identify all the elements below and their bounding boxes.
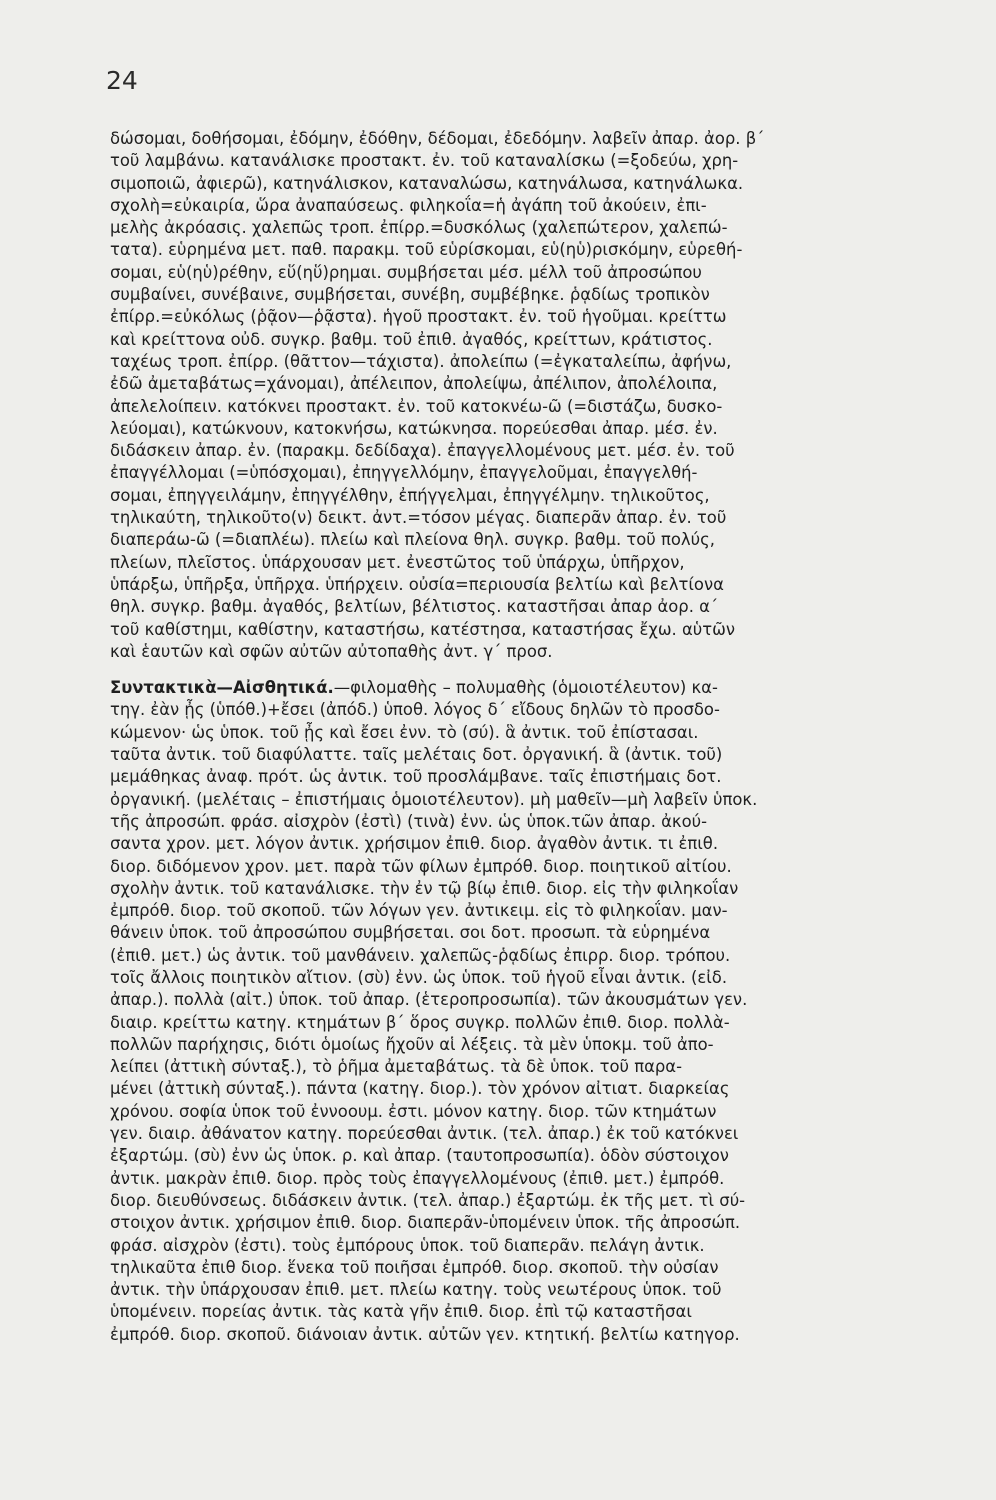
text-line: ἀπαρ.). πολλὰ (αἰτ.) ὑποκ. τοῦ ἀπαρ. (ἑτεροπροσωπία). τῶν ἀκουσμάτων γεν. <box>110 990 748 1010</box>
text-line: ἐξαρτώμ. (σὺ) ἐνν ὡς ὑποκ. ρ. καὶ ἀπαρ. (ταυτοπροσωπία). ὁδὸν σύστοιχον <box>110 1146 729 1166</box>
text-line: σαντα χρον. μετ. λόγον ἀντικ. χρήσιμον ἐπιθ. διορ. ἀγαθὸν ἀντικ. τι ἐπιθ. <box>110 834 719 854</box>
text-line: ἀντικ. μακρὰν ἐπιθ. διορ. πρὸς τοὺς ἐπαγγελλομένους (ἐπιθ. μετ.) ἐμπρόθ. <box>110 1168 725 1188</box>
section-syntax <box>110 677 944 1346</box>
section-heading: Συντακτικὰ—Αἰσθητικά. <box>110 678 334 698</box>
text-line: ἐμπρόθ. διορ. σκοποῦ. διάνοιαν ἀντικ. αὐτῶν γεν. κτητική. βελτίω κατηγορ. <box>110 1324 740 1344</box>
text-line: σομαι, ἐπηγγειλάμην, ἐπηγγέλθην, ἐπήγγελμαι, ἐπηγγέλμην. τηλικοῦτος, <box>110 485 710 505</box>
text-line: πλείων, πλεῖστος. ὑπάρχουσαν μετ. ἐνεστῶτος τοῦ ὑπάρχω, ὑπῆρχον, <box>110 552 685 572</box>
text-line: τηγ. ἐὰν ᾖς (ὑπόθ.)+ἔσει (ἀπόδ.) ὑποθ. λόγος δ΄ εἴδους δηλῶν τὸ προσδο- <box>110 700 720 720</box>
text-line: ὑπομένειν. πορείας ἀντικ. τὰς κατὰ γῆν ἐπιθ. διορ. ἐπὶ τῷ καταστῆσαι <box>110 1302 692 1322</box>
text-line: διορ. διευθύνσεως. διδάσκειν ἀντικ. (τελ. ἀπαρ.) ἐξαρτώμ. ἐκ τῆς μετ. τὶ σύ- <box>110 1190 746 1210</box>
text-line: διδάσκειν ἀπαρ. ἐν. (παρακμ. δεδίδαχα). ἐπαγγελλομένους μετ. μέσ. ἐν. τοῦ <box>110 441 735 461</box>
text-line: τοῦ καθίστημι, καθίστην, καταστήσω, κατέστησα, καταστήσας ἔχω. αὑτῶν <box>110 619 736 639</box>
text-line: ὀργανική. (μελέταις – ἐπιστήμαις ὁμοιοτέλευτον). μὴ μαθεῖν—μὴ λαβεῖν ὑποκ. <box>110 789 758 809</box>
text-line: δώσομαι, δοθήσομαι, ἐδόμην, ἐδόθην, δέδομαι, ἐδεδόμην. λαβεῖν ἀπαρ. ἀορ. β΄ <box>110 129 765 148</box>
text-line: μεμάθηκας ἀναφ. πρότ. ὡς ἀντικ. τοῦ προσλάμβανε. ταῖς ἐπιστήμαις δοτ. <box>110 767 722 787</box>
text-line: ἐδῶ ἀμεταβάτως=χάνομαι), ἀπέλειπον, ἀπολείψω, ἀπέλιπον, ἀπολέλοιπα, <box>110 374 718 394</box>
text-line <box>110 677 944 699</box>
text-line: σχολὴ=εὐκαιρία, ὥρα ἀναπαύσεως. φιληκοΐα=ἡ ἀγάπη τοῦ ἀκούειν, ἐπι- <box>110 195 707 215</box>
text-line: σομαι, εὑ(ηὑ)ρέθην, εὕ(ηὕ)ρημαι. συμβήσεται μέσ. μέλλ τοῦ ἀπροσώπου <box>110 262 702 282</box>
text-line: λείπει (ἀττικὴ σύνταξ.), τὸ ῥῆμα ἀμεταβάτως. τὰ δὲ ὑποκ. τοῦ παρα- <box>110 1057 683 1077</box>
text-line: κώμενον· ὡς ὑποκ. τοῦ ᾖς καὶ ἔσει ἐνν. τὸ (σύ). ἃ ἀντικ. τοῦ ἐπίστασαι. <box>110 722 699 742</box>
text-line: τοῦ λαμβάνω. κατανάλισκε προστακτ. ἐν. τοῦ καταναλίσκω (=ξοδεύω, χρη- <box>110 151 739 171</box>
text-line: τηλικαύτη, τηλικοῦτο(ν) δεικτ. ἀντ.=τόσον μέγας. διαπερᾶν ἀπαρ. ἐν. τοῦ <box>110 508 727 528</box>
text-line: θηλ. συγκρ. βαθμ. ἀγαθός, βελτίων, βέλτιστος. καταστῆσαι ἀπαρ ἀορ. α΄ <box>110 597 719 617</box>
text-line: μένει (ἀττικὴ σύνταξ.). πάντα (κατηγ. διορ.). τὸν χρόνον αἰτιατ. διαρκείας <box>110 1079 730 1099</box>
text-line: ταχέως τροπ. ἐπίρρ. (θᾶττον—τάχιστα). ἀπολείπω (=ἐγκαταλείπω, ἀφήνω, <box>110 351 732 371</box>
text-line: καὶ κρείττονα οὐδ. συγκρ. βαθμ. τοῦ ἐπιθ. ἀγαθός, κρείττων, κράτιστος. <box>110 329 713 349</box>
text-line: διαιρ. κρείττω κατηγ. κτημάτων β΄ ὅρος συγκρ. πολλῶν ἐπιθ. διορ. πολλὰ- <box>110 1012 730 1032</box>
heading-line-rest: —φιλομαθὴς – πολυμαθὴς (ὁμοιοτέλευτον) κα- <box>333 678 718 698</box>
text-line: διαπεράω-ῶ (=διαπλέω). πλείω καὶ πλείονα θηλ. συγκρ. βαθμ. τοῦ πολύς, <box>110 530 715 550</box>
text-line: γεν. διαιρ. ἀθάνατον κατηγ. πορεύεσθαι ἀντικ. (τελ. ἀπαρ.) ἐκ τοῦ κατόκνει <box>110 1124 739 1144</box>
text-line: θάνειν ὑποκ. τοῦ ἀπροσώπου συμβήσεται. σοι δοτ. προσωπ. τὰ εὑρημένα <box>110 923 711 943</box>
text-line: ἐπίρρ.=εὐκόλως (ῥᾷον—ῥᾷστα). ἡγοῦ προστακτ. ἐν. τοῦ ἡγοῦμαι. κρείττω <box>110 307 727 327</box>
text-line: σχολὴν ἀντικ. τοῦ κατανάλισκε. τὴν ἐν τῷ βίῳ ἐπιθ. διορ. εἰς τὴν φιληκοΐαν <box>110 878 739 898</box>
text-line: καὶ ἑαυτῶν καὶ σφῶν αὐτῶν αὐτοπαθὴς ἀντ. γ΄ προσ. <box>110 641 553 661</box>
text-line: φράσ. αἰσχρὸν (ἐστι). τοὺς ἐμπόρους ὑποκ. τοῦ διαπερᾶν. πελάγη ἀντικ. <box>110 1235 705 1255</box>
text-line: τοῖς ἄλλοις ποιητικὸν αἴτιον. (σὺ) ἐνν. ὡς ὑποκ. τοῦ ἡγοῦ εἶναι ἀντικ. (εἰδ. <box>110 967 728 987</box>
text-line: στοιχον ἀντικ. χρήσιμον ἐπιθ. διορ. διαπερᾶν-ὑπομένειν ὑποκ. τῆς ἀπροσώπ. <box>110 1213 741 1233</box>
text-line: τῆς ἀπροσώπ. φράσ. αἰσχρὸν (ἐστὶ) (τινὰ) ἐνν. ὡς ὑποκ.τῶν ἀπαρ. ἀκού- <box>110 811 708 831</box>
text-line: χρόνου. σοφία ὑποκ τοῦ ἐννοουμ. ἐστι. μόνον κατηγ. διορ. τῶν κτημάτων <box>110 1101 717 1121</box>
section-vocabulary <box>110 128 944 663</box>
section-gap <box>110 663 944 677</box>
text-line: συμβαίνει, συνέβαινε, συμβήσεται, συνέβη, συμβέβηκε. ῥᾳδίως τροπικὸν <box>110 285 710 305</box>
text-line: διορ. διδόμενον χρον. μετ. παρὰ τῶν φίλων ἐμπρόθ. διορ. ποιητικοῦ αἰτίου. <box>110 856 732 876</box>
text-line: ὑπάρξω, ὑπῆρξα, ὑπῆρχα. ὑπήρχειν. οὐσία=περιουσία βελτίω καὶ βελτίονα <box>110 574 724 594</box>
text-line: πολλῶν παρήχησις, διότι ὁμοίως ἤχοῦν αἱ λέξεις. τὰ μὲν ὑποκμ. τοῦ ἀπο- <box>110 1034 714 1054</box>
text-body <box>110 128 944 1346</box>
text-line: λεύομαι), κατώκνουν, κατοκνήσω, κατώκνησα. πορεύεσθαι ἀπαρ. μέσ. ἐν. <box>110 418 718 438</box>
text-line: σιμοποιῶ, ἀφιερῶ), κατηνάλισκον, καταναλώσω, κατηνάλωσα, κατηνάλωκα. <box>110 173 744 193</box>
text-line: ἀπελελοίπειν. κατόκνει προστακτ. ἐν. τοῦ κατοκνέω-ῶ (=διστάζω, δυσκο- <box>110 396 723 416</box>
text-line: ταῦτα ἀντικ. τοῦ διαφύλαττε. ταῖς μελέταις δοτ. ὀργανική. ἃ (ἀντικ. τοῦ) <box>110 745 723 765</box>
text-line: ἀντικ. τὴν ὑπάρχουσαν ἐπιθ. μετ. πλείω κατηγ. τοὺς νεωτέρους ὑποκ. τοῦ <box>110 1280 722 1300</box>
text-line: τατα). εὑρημένα μετ. παθ. παρακμ. τοῦ εὑρίσκομαι, εὑ(ηὑ)ρισκόμην, εὑρεθή- <box>110 240 743 260</box>
text-line: μελὴς ἀκρόασις. χαλεπῶς τροπ. ἐπίρρ.=δυσκόλως (χαλεπώτερον, χαλεπώ- <box>110 218 728 238</box>
text-line: ἐμπρόθ. διορ. τοῦ σκοποῦ. τῶν λόγων γεν. ἀντικειμ. εἰς τὸ φιληκοΐαν. μαν- <box>110 901 728 921</box>
page-number: 24 <box>106 66 138 95</box>
text-line: ἐπαγγέλλομαι (=ὑπόσχομαι), ἐπηγγελλόμην, ἐπαγγελοῦμαι, ἐπαγγελθή- <box>110 463 698 483</box>
text-line: (ἐπιθ. μετ.) ὡς ἀντικ. τοῦ μανθάνειν. χαλεπῶς-ῥᾳδίως ἐπιρρ. διορ. τρόπου. <box>110 945 731 965</box>
text-line: τηλικαῦτα ἐπιθ διορ. ἕνεκα τοῦ ποιῆσαι ἐμπρόθ. διορ. σκοποῦ. τὴν οὐσίαν <box>110 1257 719 1277</box>
